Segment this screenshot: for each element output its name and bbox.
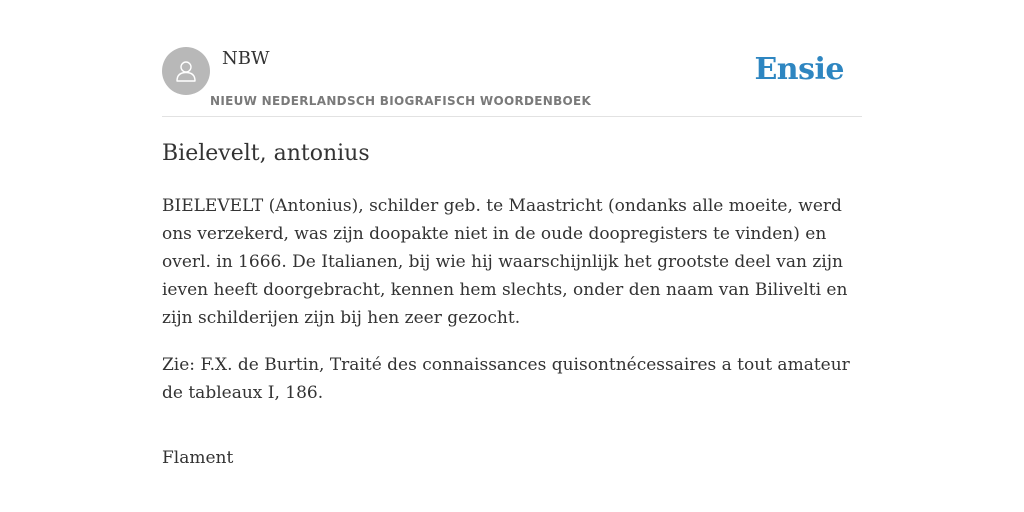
site-subtitle: NIEUW NEDERLANDSCH BIOGRAFISCH WOORDENBOEK bbox=[210, 94, 592, 108]
brand-logo[interactable]: Ensie bbox=[754, 52, 844, 87]
avatar[interactable] bbox=[162, 47, 210, 95]
article-title: Bielevelt, antonius bbox=[162, 141, 370, 166]
site-name[interactable]: NBW bbox=[222, 48, 270, 69]
user-icon bbox=[172, 57, 200, 85]
article-body bbox=[162, 192, 862, 491]
article-paragraph: Zie: F.X. de Burtin, Traité des connaissances quisontnécessaires a tout amateur de tableaux I, 186. bbox=[162, 355, 850, 403]
header bbox=[162, 40, 862, 117]
article-paragraph: BIELEVELT (Antonius), schilder geb. te Maastricht (ondanks alle moeite, werd ons verzekerd, was zijn doopakte niet in de oude doopregisters te vinden) en overl. in 1666. De Italianen, bij wie hij waarschijnlijk het grootste deel van zijn ieven heeft doorgebracht, kennen hem slechts, onder den naam van Bilivelti en zijn schilderijen zijn bij hen zeer gezocht. bbox=[162, 196, 848, 328]
article-author: Flament bbox=[162, 448, 234, 468]
